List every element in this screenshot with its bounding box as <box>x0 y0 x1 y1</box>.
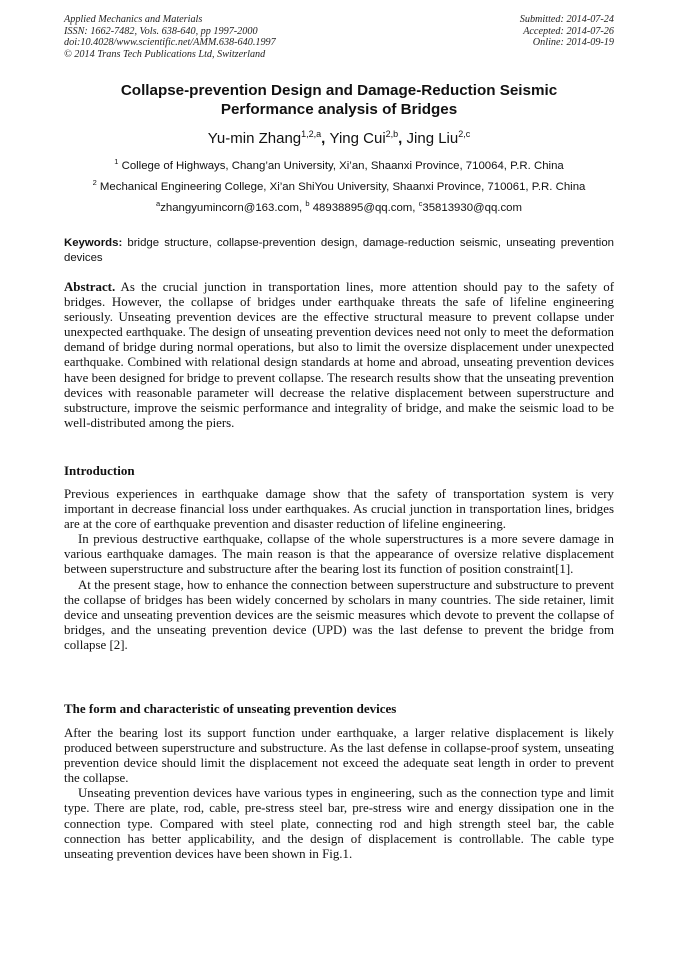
title-line-1: Collapse-prevention Design and Damage-Reduction Seismic <box>120 82 558 99</box>
author-superscript: 1,2,a <box>301 129 322 139</box>
author-superscript: 2,b <box>385 129 399 139</box>
abstract-block <box>64 280 614 431</box>
author-superscript: 2,c <box>458 129 471 139</box>
email-text: zhangyumincorn@163.com, <box>160 202 306 214</box>
author-separator: , <box>398 130 407 147</box>
title-line-2: Performance analysis of Bridges <box>220 100 458 118</box>
doi-line: doi:10.4028/www.scientific.net/AMM.638-640.1997 <box>64 37 276 49</box>
paper-title <box>64 82 614 119</box>
email-line <box>64 199 614 220</box>
email-marker: b <box>305 199 310 208</box>
paragraph: Unseating prevention devices have various types in engineering, such as the connection type and limit type. There are plate, rod, cable, pre-stress steel bar, pre-stress wire and energy dissipation one in the connection type. Compared with steel plate, connecting rod and high strength steel bar, the cable connection has better applicability, and the design of displacement is controllable. The cable type unseating prevention devices have been shown in Fig.1. <box>64 786 614 861</box>
email-marker: a <box>156 199 161 208</box>
author-name: Jing Liu <box>406 130 459 147</box>
abstract-label: Abstract. <box>64 280 116 294</box>
abstract-text: As the crucial junction in transportation lines, more attention should pay to the safety of bridges. However, the collapse of bridges under earthquake threats the safe of lifeline engineering seriously. Unseating prevention devices are the effective structural measure to prevent collapse under unexpected earthquake. The design of unseating prevention devices need not only to meet the deformation demand of bridge during normal operations, but also to limit the oversize displacement under unexpected earthquake. Combined with relational design standards at home and abroad, unseating prevention devices have been designed for bridge to prevent collapse. The research results show that the unseating prevention devices with reasonable parameter will decrease the relative displacement between superstructure and substructure, improve the seismic performance and integrality of bridge, and make the seismic load to be well-distributed among the piers. <box>64 280 614 430</box>
submitted-date: Submitted: 2014-07-24 <box>519 14 614 25</box>
affiliation-marker: 1 <box>114 157 119 166</box>
accepted-date: Accepted: 2014-07-26 <box>523 25 614 37</box>
keywords-text: bridge structure, collapse-prevention design, damage-reduction seismic, unseating prevention devices <box>64 237 614 264</box>
keywords-block <box>64 236 614 265</box>
issn-line: ISSN: 1662-7482, Vols. 638-640, pp 1997-2000 <box>64 25 258 37</box>
affiliation-1 <box>64 157 614 178</box>
journal-info <box>64 14 276 60</box>
form-section-heading: The form and characteristic of unseating prevention devices <box>64 701 397 716</box>
affiliation-marker: 2 <box>92 178 97 187</box>
affiliations <box>64 157 614 220</box>
email-marker: c <box>418 199 423 208</box>
form-section-body <box>64 726 614 862</box>
online-date: Online: 2014-09-19 <box>532 37 614 49</box>
author-separator: , <box>321 130 330 147</box>
affiliation-text: Mechanical Engineering College, Xi’an ShiYou University, Shaanxi Province, 710061, P.R. China <box>96 181 586 193</box>
author-list <box>64 130 614 148</box>
paragraph: In previous destructive earthquake, collapse of the whole superstructures is a more severe damage in various earthquake damages. The main reason is that the appearance of oversize relative displacement between superstructure and substructure after the bearing lost its function of position constraint[1]. <box>64 532 614 577</box>
copyright-line: © 2014 Trans Tech Publications Ltd, Switzerland <box>64 48 266 60</box>
affiliation-text: College of Highways, Chang’an University, Xi’an, Shaanxi Province, 710064, P.R. China <box>118 160 564 172</box>
author-name: Yu-min Zhang <box>207 130 302 147</box>
author-name: Ying Cui <box>329 130 386 147</box>
email-text: 35813930@qq.com <box>422 202 522 214</box>
paragraph: Previous experiences in earthquake damage show that the safety of transportation system is very important in decrease financial loss under earthquakes. As crucial junction in transportation lines, bridges are at the core of earthquake prevention and disaster reduction of lifeline engineering. <box>64 487 614 532</box>
submission-dates <box>520 14 614 49</box>
introduction-body <box>64 487 614 653</box>
keywords-label: Keywords: <box>64 237 123 249</box>
email-text: 48938895@qq.com, <box>309 202 419 214</box>
paragraph: After the bearing lost its support function under earthquake, a larger relative displacement is likely produced between superstructure and substructure. As the last defense in collapse-proof system, unseating prevention device should limit the displacement not exceed the adequate seat length in order to prevent the collapse. <box>64 726 614 786</box>
paragraph: At the present stage, how to enhance the connection between superstructure and substructure to prevent the collapse of bridges has been widely concerned by scholars in many countries. The side retainer, limit device and unseating prevention devices are the seismic measures which devote to prevent the collapse of bridges, and the unseating prevention device (UPD) was the last defense to prevent the bridge from collapse [2]. <box>64 577 614 652</box>
introduction-heading: Introduction <box>64 463 135 478</box>
affiliation-2 <box>64 178 614 199</box>
journal-name: Applied Mechanics and Materials <box>64 14 203 25</box>
